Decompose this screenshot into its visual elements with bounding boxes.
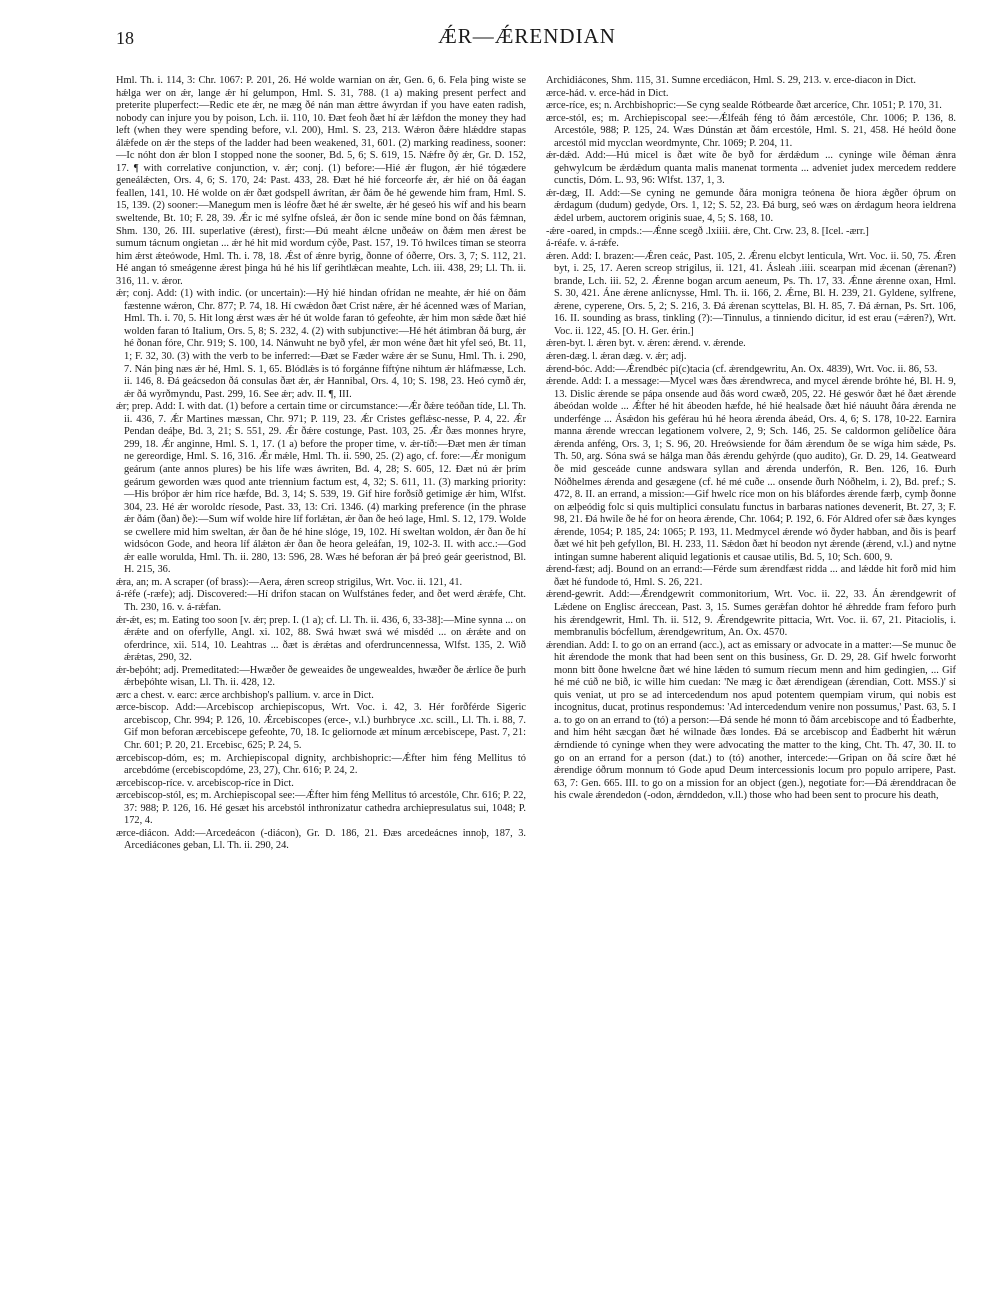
dictionary-entry: -ǽre -oared, in cmpds.:—Ǽnne scegð .lxiiii. ǽre, Cht. Crw. 23, 8. [Icel. -ærr.]: [546, 225, 869, 237]
dictionary-entry: ǽren-dæg. l. ǽran dæg. v. ǽr; adj.: [546, 351, 687, 363]
dictionary-entry: ǽr-beþóht; adj. Premeditated:—Hwæðer ðe geweaides ðe ungewealdes, hwæðer ðe ǽrlíce ðe þurh ǽrbeþóhte wisan, Ll. Th. ii. 428, 12.: [116, 664, 526, 689]
dictionary-entry: ǽrend-gewrit. Add:—Ǽrendgewrit commonitorium, Wrt. Voc. ii. 22, 33. Án ǽrendgewrit of Lǽdene on Englisc áreccean, Past. 3, 15. Sumes gerǽfan dohtor hé ǽhredde fram feforo þurh his ǽrendgewrit, Hml. Th. ii. 512, 9. Ǽrendgewrite pittacia, Wrt. Voc. ii. 67, 21. Pitaciolis, i. membranulis bócfellum, ǽrendgewritum, An. Ox. 4570.: [546, 589, 956, 639]
left-column: [116, 75, 526, 853]
dictionary-entry: ærcebiscop-dóm, es; m. Archiepiscopal dignity, archbishopric:—Ǽfter him féng Mellitus tó arcebdóme (ercebiscopdóme, 23, 27), Chr. 616; P. 24, 2.: [116, 752, 526, 777]
dictionary-entry: á-réfe (-ræfe); adj. Discovered:—Hí drifon stacan on Wulfstánes feder, and ðet werd ǽrǽfe, Cht. Th. 230, 16. v. á-rǽfan.: [116, 589, 526, 613]
dictionary-entry: ǽr; prep. Add: I. with dat. (1) before a certain time or circumstance:—Ǽr ðǽre teóðan tíde, Ll. Th. ii. 436, 7. Ǽr Martines mæssan, Chr. 971; P. 119, 23. Ǽr Cristes geflǽsc-nesse, P. 4, 22. Ǽr Pendan deáþe, Bd. 3, 21; S. 551, 29. Ǽr ðǽre costunge, Past. 103, 25. Ǽr ðæs monnes hryre, 299, 18. Ǽr anginne, Hml. S. 1, 17. (1 a) before the proper time, v. ǽr-tíð:—Ðæt men ǽr tíman ne gereordige, Hml. S. 16, 316. Ǽr mǽle, Hml. Th. ii. 590, 25. (2) ago, cf. fore:—Ǽr monigum geárum (ante annos plures) be his lífe wæs áwriten, Bd. 4, 28; S. 605, 12. Ðæt nú ǽr þrím geárum geworden wæs quod ante triennium factum est, 4, 32; S. 611, 11. (3) marking priority:—His bróþor ǽr him ríce hæfde, Bd. 3, 14; S. 539, 19. Gif hire forðsíð getimige ǽr him, Wlfst. 304, 23. Hé ǽr woroldc ríesode, Past. 33, 13: Cri. 1346. (4) marking preference (in the phrase ǽr ðám (ðan) ðe):—Sum wíf wolde hire líf forlǽtan, ǽr ðan ðe heó lage, Hml. S. 12, 179. Wolde se cwellere mid him sweltan, ǽr ðan ðe hé hine slóge, 19, 102. Hí sweltan woldon, ǽr ðan ðe hí widsócon Gode, and heora líf álǽton ǽr ðan ðe heora geleáfan, 19, 102-3. II. with acc.:—God ǽr ealle worulda, Hml. Th. ii. 280, 13: 596, 28. Wæs hé beforan ǽr þá þreó geár geeristnod, Bl. H. 215, 36.: [116, 401, 526, 576]
dictionary-entry: Archidiácones, Shm. 115, 31. Sumne ercediácon, Hml. S. 29, 213. v. erce-diacon in Dict.: [546, 75, 917, 86]
dictionary-entry: ærce-biscop. Add:—Arcebiscop archiepiscopus, Wrt. Voc. i. 42, 3. Hér forðférde Sigeric arcebiscop, Chr. 994; P. 126, 10. Ǽrcebiscopes (erce-, v.l.) burhbryce .xc. scill., Ll. Th. i. 88, 7. Gif mon beforan ærcebiscepe gefeohte, 70, 18. Ic geliornode æt mínum ærcebiscepe, Past. 7, 21: Chr. 601; P. 20, 21. Ercebisc, 625; P. 24, 5.: [116, 702, 526, 751]
dictionary-entry: ærce-diácon. Add:—Arcedeácon (-diácon), Gr. D. 186, 21. Ðæs arcedeácnes innoþ, 187, 3. Arcediácones geban, Ll. Th. ii. 290, 24.: [116, 827, 526, 852]
dictionary-entry: ærce-stól, es; m. Archiepiscopal see:—Ǽlfeáh féng tó ðám ærcestóle, Chr. 1006; P. 136, 8. Arcestóle, 988; P. 125, 24. Wæs Dúnstán æt ðám ercestóle, Hml. S. 21, 458. Hé heóld ðone arcestól mid mycclan weordmynte, Chr. 1069; P. 204, 11.: [546, 112, 956, 149]
dictionary-entry: ǽren. Add: I. brazen:—Ǽren ceác, Past. 105, 2. Ǽrenu elcbyt lenticula, Wrt. Voc. ii. 50, 75. Ǽren byt, i. 25, 17. Aeren screop strigilus, ii. 121, 41. Ásleah .iiii. scearpan mid ǽcenan (ǽrenan?) brande, Lch. iii. 52, 2. Ǽrenne bogan arcum aeneum, Ps. Th. 17, 33. Ǽnne ǽrenne oxan, Hml. S. 30, 421. Áne ǽrene anlícnysse, Hml. Th. ii. 166, 2. Ǽrne, Bl. H. 239, 21. Gyldene, sylfrene, ǽrene, cyperene, Ors. 5, 2; S. 216, 3. Ðá ǽrenan scyttelas, Bl. H. 85, 7. Ðá ǽrnan, Ps. Srt. 106, 16. II. sounding as brass, tinkling (?):—Tinnulus, a tinniendo dicitur, id est erau (=ǽren?), Wrt. Voc. ii. 122, 45. [O. H. Ger. érin.]: [546, 250, 956, 337]
dictionary-entry: ærce-ríce, es; n. Archbishopric:—Se cyng sealde Rótbearde ðæt arceríce, Chr. 1051; P. 170, 31.: [546, 100, 942, 112]
running-head: ǼR—ǼRENDIAN: [438, 24, 616, 48]
dictionary-entry: Hml. Th. i. 114, 3: Chr. 1067: P. 201, 26. Hé wolde warnian on ǽr, Gen. 6, 6. Fela þing wiste se hǽlga wer on ǽr, lange ǽr hí gelumpon, Hml. S. 31, 788. (1 a) making present perfect and preterite pluperfect:—Redic ete ǽr, ne mæg ðé nán man ǽttre áwyrdan if you have eaten radish, nobody can injure you by poison, Lch. ii. 110, 10. Ðæt feoh ðæt hí ǽr lǽfdon the money they had left (when they were spending before, v.l. 200), Hml. S. 23, 213. Wǽron ðǽre hlǽddre stapas álǽfede on ǽr the steps of the ladder had been weakened, 31, 601. (2) marking readiness, sooner:—Ic nóht don ǽr blon I stopped none the sooner, Bd. 5, 6; S. 619, 15. Nǽfre ðý ǽr, Gr. D. 152, 17. ¶ with correlative conjunction, v. ǽr; conj. (1) before:—Hié ǽr flugon, ǽr hié tógædere geneálǽcten, Ors. 4, 6; S. 170, 24: Past. 433, 28. Ðæt hé hié forceorfe ǽr, ǽr hié on ðá éagan feallen, 141, 10. Hé wolde on ǽr ðæt godspell áwrítan, ǽr ðám ðe hé gewende him fram, Hml. S. 15, 139. (2) sooner:—Manegum men is léofre ðæt hé ǽr swelte, ǽr hé geseó his wíf and his bearn sweltende, Bt. 10; F. 28, 39. Ǽr ic mé sylfne ofsleá, ǽr ðon ic sende míne bond on ðás fǽmnan, Shm. 130, 26. III. superlative (ǽrest), first:—Ðú meaht ǽlcne unðeáw on ðǽm men ǽrest be sumum tácnum ongietan ... ǽr hé hit mid wordum cýðe, Past. 157, 19. Tó hwilces tíman se steorra him ǽrst ǽteówode, Hml. Th. i. 78, 18. Ǽst of ǽnre byrig, ðonne of óðerre, Ors. 3, 7; S. 112, 21. Hé angan tó smeágenne ǽrest þinga hú hé his líf gerihtlǽcan meahte, Lch. iii. 438, 29; Ll. Th. ii. 316, 11. v. ǽror.: [116, 75, 526, 287]
dictionary-entry: ærcebiscop-ríce. v. arcebiscop-ríce in Dict.: [116, 777, 294, 789]
dictionary-entry: á-réafe. v. á-rǽfe.: [546, 238, 619, 250]
dictionary-entry: ǽr-ǽt, es; m. Eating too soon [v. ǽr; prep. I. (1 a); cf. Ll. Th. ii. 436, 6, 33-38]:—Mine synna ... on ǽrǽte and on oferfylle, Angl. xi. 102, 88. Swá hwæt swá wé misdéd ... on ǽrǽte and on oferdrince, xii. 514, 10. Leahtras ... ðæt is ǽrǽtas and oferdruncennessa, Wlfst. 135, 2. Wið ǽrǽtas, 290, 32.: [116, 614, 526, 664]
page-header: [104, 18, 950, 48]
dictionary-entry: ærce-hád. v. erce-hád in Dict.: [546, 87, 669, 99]
dictionary-entry: ǽr-dǽd. Add:—Hú micel is ðæt wíte ðe byð for ǽrdǽdum ... cyninge wile ðéman ǽnra gehwylcum be ǽrdǽdum quanta malis manenat tormenta ... adveniet judex mercedem reddere cunctis, Dóm. L. 93, 96: Wlfst. 137, 1, 3.: [546, 150, 956, 187]
dictionary-entry: ǽrendian. Add: I. to go on an errand (acc.), act as emissary or advocate in a matter:—Se munuc ðe hit ǽrendode the monk that had been sent on this business, Gr. D. 29, 28. Gif hwelc forworht monn bitt ðone hwelcne ðæt wé hine lǽden tó sumum ríecum menn and him gedingien, ... Gif hé mé cúð ne bið, ic wille him cuedan: 'Ne mæg ic ðæt ǽrendigean (ǽrendian, Cott. MSS.)' si quis veniat, ut pro se ad intercedendum nos apud potentem quempiam virum, qui nobis est incognitus, ducat, protinus respondemus: 'Ad intercedendum venire non possumus,' Past. 63, 5. I a. to go on an errand to (tó) a person:—Ðá sende hé monn tó ðám arcebiscope and tó Éadberhte, and him héht sæcgan ðæt hé wilnade ðæs londes. Ðá se arcebiscop and Éadberht hit wǽrun ǽrndiende tó cyninge when they were advocating the matter to the king, Cht. Th. 47, 30. II. to go on an errand for a person (dat.) to (tó) another, intercede:—Gripan on ðá scíre ðæt hé ǽrendige óðrum monnum tó Gode apud Deum intercessionis locum pro populo arripere, Past. 63, 7: Gen. 665. III. to go on a mission for an object (gen.), negotiate for:—Ðá ǽrenddracan ðe his cwale ǽrendedon (-odon, ǽrnddedon, v.ll.) those who had been sent to procure his death,: [546, 639, 956, 802]
page-number: 18: [116, 28, 134, 48]
dictionary-entry: ærc a chest. v. earc: ærce archbishop's pallium. v. arce in Dict.: [116, 689, 374, 701]
dictionary-entry: ærcebiscop-stól, es; m. Archiepiscopal see:—Ǽfter him féng Mellitus tó arcestóle, Chr. 616; P. 22, 37: 988; P. 126, 16. Hé gesæt his arcebstól inthronizatur cathedra archiepresulatus sui, 1048; P. 172, 4.: [116, 790, 526, 827]
dictionary-entry: ǽr; conj. Add: (1) with indic. (or uncertain):—Hý hié hindan ofrídan ne meahte, ǽr hié on ðám fæstenne wǽron, Chr. 877; P. 74, 18. Hí cwǽdon ðæt Crist nǽre, ǽr hé ácenned wæs of Marian, Hml. Th. i. 70, 5. Hit long ǽrst wæs ǽr hé út wolde faran tó gefeohte, ǽr him mon sǽde ðæt hié wolden faran tó Italium, Ors. 5, 8; S. 232, 4. (2) with subjunctive:—Hé hét átimbran ðá burg, ǽr hé ðonan fóre, Chr. 919; S. 100, 14. Nánwuht ne byð yfel, ǽr mon wéne ðæt hit yfel seó, Bt. 11, 1; F. 32, 30. (3) with the verb to be inferred:—Ðæt se Fæder wǽre ǽr se Sunu, Hml. Th. i. 290, 7. Nán þing næs ǽr hé, Hml. S. 1, 65. Blódlǽs is tó forgánne fíftýne nihtum ǽr hláfmæsse, Lch. ii. 146, 8. Ðá geácsedon ðá consulas ðæt ǽr, ǽr Hannibal, Ors. 4, 10; S. 198, 23. Heó cymð ǽr, ǽr ðá wyrðmyndu, Past. 299, 16. See ǽr; adv. II. ¶, III.: [116, 288, 526, 400]
dictionary-entry: ǽra, an; m. A scraper (of brass):—Aera, ǽren screop strigilus, Wrt. Voc. ii. 121, 41.: [116, 576, 463, 588]
right-column: [546, 75, 956, 803]
dictionary-entry: ǽrend-fæst; adj. Bound on an errand:—Férde sum ǽrendfæst ridda ... and lǽdde hit forð mid him ðæt hé fundode tó, Hml. S. 26, 221.: [546, 564, 956, 588]
dictionary-entry: ǽr-dæg, II. Add:—Se cyning ne gemunde ðára monigra teónena ðe hiora ǽgðer óþrum on ǽrdagum (dudum) gedyde, Ors. 1, 12; S. 52, 23. Ðá burg, seó wæs on ǽrdagum heora ieldrena ǽdel urbem, auctorem originis suae, 4, 5; S. 168, 10.: [546, 187, 956, 225]
dictionary-entry: ǽren-byt. l. ǽren byt. v. ǽren: ǽrend. v. ǽrende.: [546, 338, 746, 350]
dictionary-entry: ǽrende. Add: I. a message:—Mycel wæs ðæs ǽrendwreca, and mycel ǽrende bróhte hé, Bl. H. 9, 13. Dislic ǽrende se pápa onsende aud ðás word cwæð, 205, 22. Hé geswór ðæt hé ðæt ǽrende ábeódan wolde ... Ǽfter hé hit ábeoden hæfde, hé hié healsade ðæt hié náuuht ðára ǽrenda ne underfénge ... Ásǽdon his geférau hú hé heora ǽrenda ábeád, Ors. 4, 6; S. 178, 10-22. Earnira manna ǽrende wreccan legationem volvere, 2, 9; Sch. 146, 25. Se caldormon gelíðelíce ðára ǽrenda anféng, Ors. 3, 1; S. 96, 20. Hreówsiende for ðám ǽrendum ðe se wíga him sǽde, Ps. Th. 50, arg. Sóna swá se hálga man ðás ǽrendu gehýrde (quo audito), Gr. D. 29, 14. Geatweard ðe mid gesceáde cunne andswara syllan and ǽrenda underfón, R. Ben. 126, 16. Ðurh Nóðhelmes ǽrenda and gesægene (cf. hé mé cuðe ... onsende ðurh Nóðhelm, i. 2), Bd. pref.; S. 472, 8. II. an errand, a mission:—Gif hwelc ríce mon on his bláfordes ǽrende færþ, cymþ ðonne on ælþeódig folc si quis multiplici consulatu functus in barbaras nationes devenerit, Bt. 27, 3; F. 98, 21. Ðá hwile ðe hé for on heora ǽrende, Chr. 1064; P. 192, 6. Fór Aldred ofer sǽ ðæs kynges ǽrende, 1054; P. 185, 24: 1065; P. 193, 11. Medmycel ǽrende wó ðyder habban, and ðis is þearf ðæt wé hit þeh gefyllon, Bl. H. 233, 11. Sǽdon ðæt hí beodon nyt ǽrende (ǽrend, v.l.) and nytne intingan sumne haberent aliquid legationis et causae utilis, Bd. 5, 10; Sch. 600, 9.: [546, 376, 956, 563]
dictionary-entry: ǽrend-bóc. Add:—Ǽrendbéc pi(c)tacia (cf. ǽrendgewritu, An. Ox. 4839), Wrt. Voc. ii. 86, 53.: [546, 363, 938, 375]
